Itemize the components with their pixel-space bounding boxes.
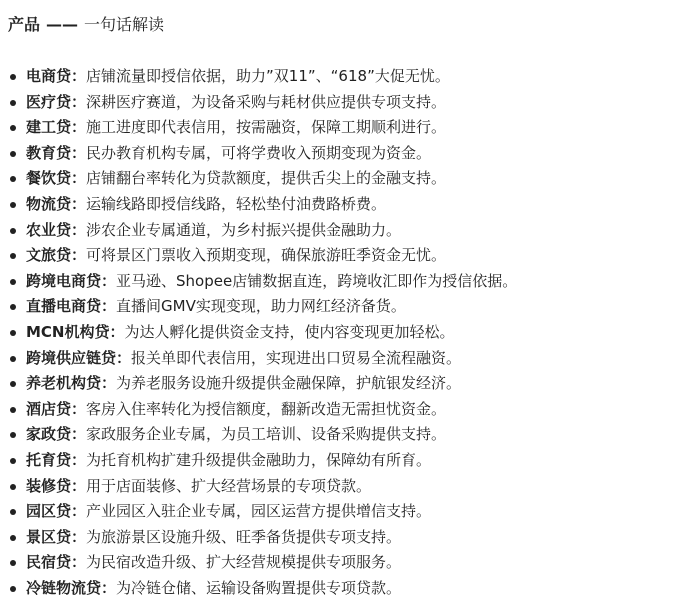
bullet-icon bbox=[10, 228, 16, 234]
item-colon: ： bbox=[71, 450, 87, 469]
item-description: 用于店面装修、扩大经营场景的专项贷款。 bbox=[86, 476, 372, 495]
item-colon: ： bbox=[71, 143, 87, 162]
item-term: 景区贷 bbox=[26, 527, 72, 546]
list-item bbox=[8, 346, 682, 372]
list-item bbox=[8, 499, 682, 525]
item-description: 客房入住率转化为授信额度，翻新改造无需担忧资金。 bbox=[86, 399, 447, 418]
item-term: 民宿贷 bbox=[26, 553, 72, 572]
item-description: 店铺翻台率转化为贷款额度，提供舌尖上的金融支持。 bbox=[86, 169, 447, 188]
item-colon: ： bbox=[71, 553, 87, 572]
bullet-icon bbox=[10, 381, 16, 387]
heading-product: 产品 bbox=[8, 15, 41, 34]
bullet-icon bbox=[10, 151, 16, 157]
item-description: 涉农企业专属通道，为乡村振兴提供金融助力。 bbox=[86, 220, 402, 239]
bullet-icon bbox=[10, 202, 16, 208]
list-item bbox=[8, 243, 682, 269]
item-description: 为养老服务设施升级提供金融保障，护航银发经济。 bbox=[116, 374, 462, 393]
list-item bbox=[8, 269, 682, 295]
item-description: 施工进度即代表信用，按需融资，保障工期顺利进行。 bbox=[86, 118, 447, 137]
list-item bbox=[8, 294, 682, 320]
heading-dash: —— bbox=[46, 15, 79, 34]
item-colon: ： bbox=[71, 92, 87, 111]
item-term: 跨境电商贷 bbox=[26, 271, 102, 290]
list-item bbox=[8, 448, 682, 474]
list-item bbox=[8, 422, 682, 448]
item-term: 直播电商贷 bbox=[26, 297, 102, 316]
item-colon: ： bbox=[116, 348, 132, 367]
item-colon: ： bbox=[109, 322, 125, 341]
item-term: 家政贷 bbox=[26, 425, 72, 444]
item-colon: ： bbox=[71, 118, 87, 137]
list-item bbox=[8, 474, 682, 500]
item-description: 为民宿改造升级、扩大经营规模提供专项服务。 bbox=[86, 553, 402, 572]
item-term: 餐饮贷 bbox=[26, 169, 72, 188]
bullet-icon bbox=[10, 407, 16, 413]
section-heading bbox=[8, 0, 682, 46]
list-item bbox=[8, 115, 682, 141]
item-term: 冷链物流贷 bbox=[26, 578, 102, 597]
item-colon: ： bbox=[71, 220, 87, 239]
list-item bbox=[8, 371, 682, 397]
item-description: 为旅游景区设施升级、旺季备货提供专项支持。 bbox=[86, 527, 402, 546]
bullet-icon bbox=[10, 253, 16, 259]
item-term: 酒店贷 bbox=[26, 399, 72, 418]
list-item bbox=[8, 550, 682, 576]
item-colon: ： bbox=[101, 374, 117, 393]
bullet-icon bbox=[10, 356, 16, 362]
product-list bbox=[8, 64, 682, 601]
item-term: 装修贷 bbox=[26, 476, 72, 495]
list-item bbox=[8, 192, 682, 218]
bullet-icon bbox=[10, 509, 16, 515]
item-description: 为托育机构扩建升级提供金融助力，保障幼有所育。 bbox=[86, 450, 432, 469]
bullet-icon bbox=[10, 586, 16, 592]
bullet-icon bbox=[10, 535, 16, 541]
bullet-icon bbox=[10, 432, 16, 438]
item-colon: ： bbox=[71, 246, 87, 265]
item-colon: ： bbox=[71, 169, 87, 188]
item-description: 报关单即代表信用，实现进出口贸易全流程融资。 bbox=[131, 348, 462, 367]
item-term: 养老机构贷 bbox=[26, 374, 102, 393]
item-description: 深耕医疗赛道，为设备采购与耗材供应提供专项支持。 bbox=[86, 92, 447, 111]
list-item bbox=[8, 141, 682, 167]
item-description: 亚马逊、Shopee店铺数据直连，跨境收汇即作为授信依据。 bbox=[116, 271, 518, 290]
item-term: 园区贷 bbox=[26, 502, 72, 521]
item-description: 为冷链仓储、运输设备购置提供专项贷款。 bbox=[116, 578, 402, 597]
item-colon: ： bbox=[71, 502, 87, 521]
bullet-icon bbox=[10, 125, 16, 131]
item-description: 产业园区入驻企业专属，园区运营方提供增信支持。 bbox=[86, 502, 432, 521]
item-description: 为达人孵化提供资金支持，使内容变现更加轻松。 bbox=[124, 322, 455, 341]
item-description: 民办教育机构专属，可将学费收入预期变现为资金。 bbox=[86, 143, 432, 162]
bullet-icon bbox=[10, 304, 16, 310]
item-term: 物流贷 bbox=[26, 194, 72, 213]
list-item bbox=[8, 166, 682, 192]
bullet-icon bbox=[10, 176, 16, 182]
list-item bbox=[8, 576, 682, 602]
item-term: 农业贷 bbox=[26, 220, 72, 239]
heading-subtitle: 一句话解读 bbox=[84, 15, 165, 34]
list-item bbox=[8, 218, 682, 244]
item-term: 医疗贷 bbox=[26, 92, 72, 111]
bullet-icon bbox=[10, 560, 16, 566]
item-term: 文旅贷 bbox=[26, 246, 72, 265]
list-item bbox=[8, 320, 682, 346]
list-item bbox=[8, 397, 682, 423]
item-description: 店铺流量即授信依据，助力”双11”、“618”大促无忧。 bbox=[86, 67, 450, 85]
item-colon: ： bbox=[71, 425, 87, 444]
bullet-icon bbox=[10, 484, 16, 490]
bullet-icon bbox=[10, 100, 16, 106]
item-term: 电商贷 bbox=[26, 67, 72, 85]
item-colon: ： bbox=[71, 194, 87, 213]
item-colon: ： bbox=[101, 271, 117, 290]
item-colon: ： bbox=[71, 476, 87, 495]
list-item bbox=[8, 525, 682, 551]
bullet-icon bbox=[10, 279, 16, 285]
item-description: 直播间GMV实现变现，助力网红经济备货。 bbox=[116, 297, 406, 316]
item-term: 跨境供应链贷 bbox=[26, 348, 117, 367]
item-term: 建工贷 bbox=[26, 118, 72, 137]
item-colon: ： bbox=[71, 527, 87, 546]
item-colon: ： bbox=[71, 67, 87, 85]
item-colon: ： bbox=[101, 578, 117, 597]
item-term: MCN机构贷 bbox=[26, 322, 110, 341]
bullet-icon bbox=[10, 330, 16, 336]
item-term: 教育贷 bbox=[26, 143, 72, 162]
list-item bbox=[8, 64, 682, 90]
item-colon: ： bbox=[71, 399, 87, 418]
item-description: 可将景区门票收入预期变现，确保旅游旺季资金无忧。 bbox=[86, 246, 447, 265]
item-description: 运输线路即授信线路，轻松垫付油费路桥费。 bbox=[86, 194, 387, 213]
list-item bbox=[8, 90, 682, 116]
item-description: 家政服务企业专属，为员工培训、设备采购提供支持。 bbox=[86, 425, 447, 444]
item-colon: ： bbox=[101, 297, 117, 316]
bullet-icon bbox=[10, 458, 16, 464]
item-term: 托育贷 bbox=[26, 450, 72, 469]
bullet-icon bbox=[10, 74, 16, 80]
